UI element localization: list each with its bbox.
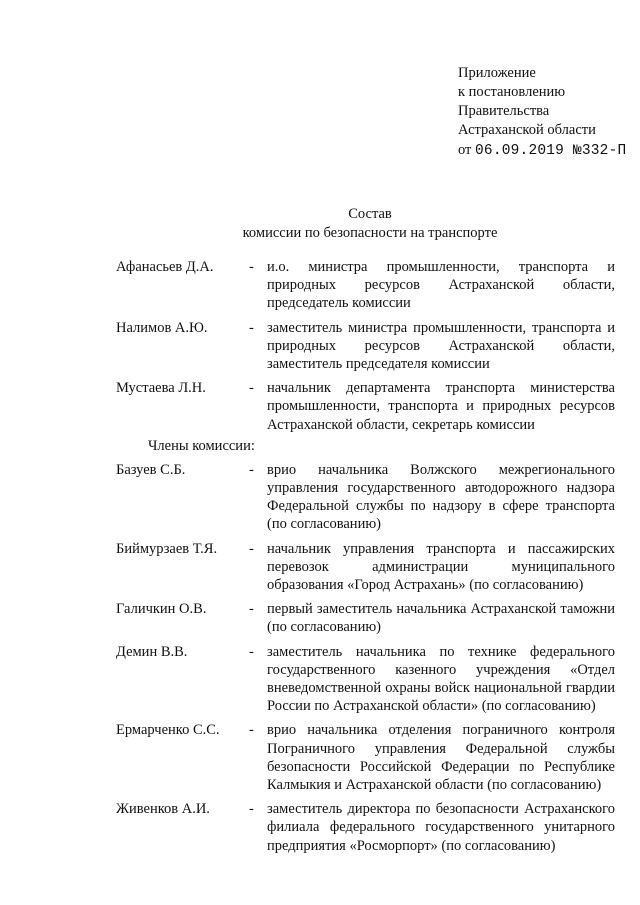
- document-subtitle: комиссии по безопасности на транспорте: [242, 225, 498, 241]
- member-name: Базуев С.Б.: [116, 461, 186, 478]
- members-heading: Члены комиссии:: [148, 437, 255, 454]
- member-role: врио начальника Волжского межрегионального управления государственного автодорожного надзора Федеральной службы по надзору в сфере транспорта (по согласованию): [267, 461, 615, 533]
- member-name: Мустаева Л.Н.: [116, 380, 206, 397]
- member-dash: -: [249, 643, 254, 660]
- appendix-date-line: [458, 141, 634, 161]
- member-row: [116, 319, 616, 374]
- member-name: Живенков А.И.: [116, 801, 210, 818]
- document-title: Состав: [348, 206, 392, 222]
- member-role: начальник департамента транспорта министерства промышленности, транспорта и природных ресурсов Астраханской области, секретарь комиссии: [267, 380, 615, 433]
- member-role: начальник управления транспорта и пассажирских перевозок администрации муниципального образования «Город Астрахань» (по согласованию): [267, 540, 615, 594]
- commission-list: [116, 258, 616, 861]
- member-row: [116, 258, 616, 313]
- member-name: Афанасьев Д.А.: [116, 259, 214, 275]
- member-row: [116, 379, 616, 434]
- member-row: [116, 721, 616, 794]
- member-dash: -: [249, 722, 254, 739]
- member-dash: -: [249, 259, 254, 275]
- appendix-line: Правительства: [458, 103, 550, 119]
- member-row: [116, 800, 616, 855]
- member-dash: -: [249, 319, 254, 336]
- member-dash: -: [249, 461, 254, 478]
- member-role: врио начальника отделения пограничного контроля Пограничного управления Федеральной службы безопасности Российской Федерации по Республике Калмыкия и Астраханской области (по согласованию): [267, 722, 615, 794]
- member-role: первый заместитель начальника Астраханской таможни (по согласованию): [267, 601, 615, 636]
- member-role: заместитель директора по безопасности Астраханского филиала федерального государственного унитарного предприятия «Росморпорт» (по согласованию): [267, 801, 615, 854]
- appendix-header: [458, 64, 634, 161]
- member-dash: -: [249, 601, 254, 618]
- member-dash: -: [249, 380, 254, 397]
- date-prefix: от: [458, 142, 472, 158]
- appendix-line: Приложение: [458, 65, 536, 81]
- member-role: заместитель начальника по технике федерального государственного казенного учреждения «Отдел вневедомственной охраны войск национальной гвардии России по Астраханской области» (по согласованию): [267, 643, 615, 715]
- appendix-line: Астраханской области: [458, 122, 596, 138]
- member-name: Галичкин О.В.: [116, 601, 207, 618]
- member-role: заместитель министра промышленности, транспорта и природных ресурсов Астраханской области, заместитель председателя комиссии: [267, 319, 615, 373]
- member-dash: -: [249, 801, 254, 818]
- date-stamp: 06.09.2019 №332-П: [475, 143, 627, 159]
- member-row: [116, 540, 616, 595]
- member-role: и.о. министра промышленности, транспорта и природных ресурсов Астраханской области, председатель комиссии: [267, 259, 615, 312]
- member-name: Ермарченко С.С.: [116, 722, 220, 739]
- member-row: [116, 600, 616, 636]
- member-name: Биймурзаев Т.Я.: [116, 540, 218, 557]
- member-row: [116, 643, 616, 716]
- member-dash: -: [249, 540, 254, 557]
- member-name: Налимов А.Ю.: [116, 319, 208, 336]
- member-row: [116, 461, 616, 534]
- member-name: Демин В.В.: [116, 643, 188, 660]
- appendix-line: к постановлению: [458, 84, 566, 100]
